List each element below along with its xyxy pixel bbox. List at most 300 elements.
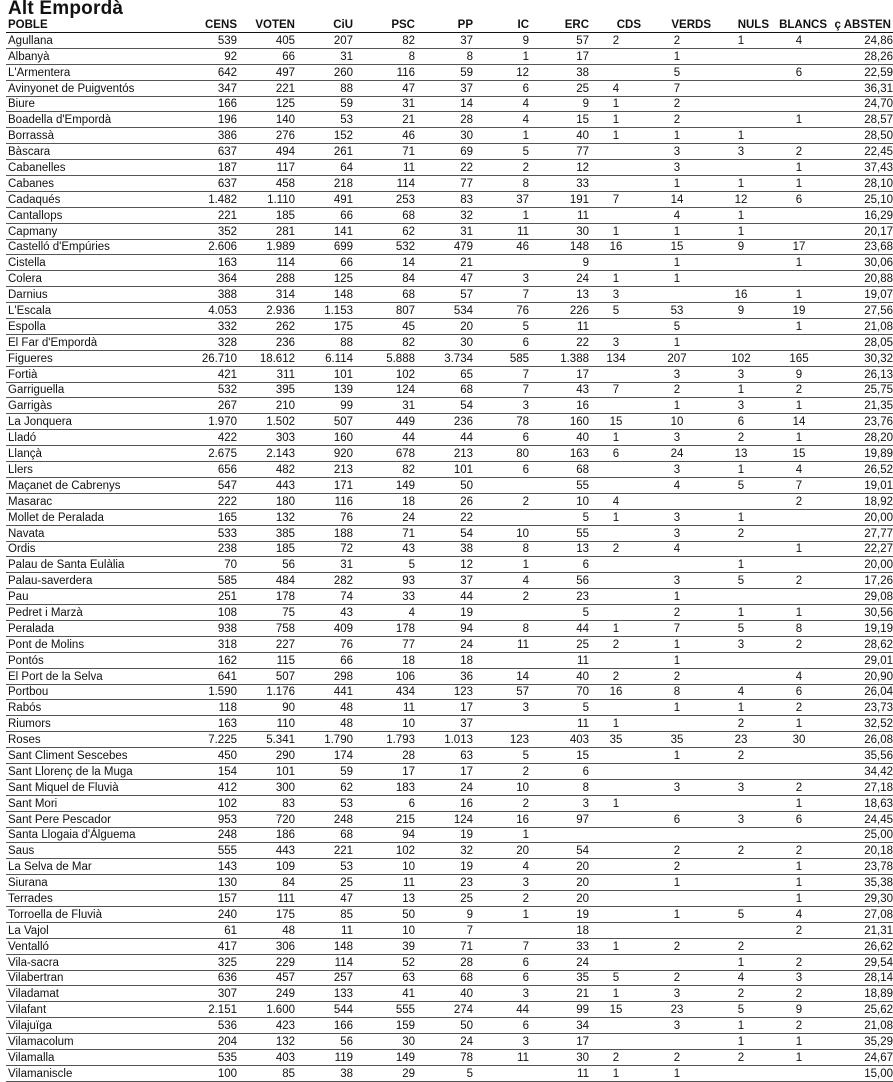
value-cell-erc: 5 [531, 605, 591, 621]
value-cell-blancs [771, 96, 829, 112]
value-cell-voten: 114 [239, 255, 297, 271]
value-cell-blancs: 1 [771, 1050, 829, 1066]
value-cell-psc: 14 [355, 255, 417, 271]
value-cell-blancs: 7 [771, 477, 829, 493]
value-cell-verds: 1 [643, 906, 713, 922]
value-cell-erc: 19 [531, 906, 591, 922]
value-cell-ic: 11 [475, 636, 531, 652]
value-cell-psc: 45 [355, 319, 417, 335]
value-cell-cds: 3 [591, 287, 643, 303]
value-cell-nuls [713, 334, 771, 350]
value-cell-erc: 40 [531, 668, 591, 684]
value-cell-pp: 16 [417, 795, 475, 811]
value-cell-abst: 19,19 [829, 620, 893, 636]
value-cell-ciu: 56 [297, 1034, 355, 1050]
value-cell-cens: 163 [181, 716, 239, 732]
value-cell-pp: 101 [417, 462, 475, 478]
value-cell-ciu: 59 [297, 763, 355, 779]
value-cell-blancs [771, 334, 829, 350]
value-cell-verds: 3 [643, 462, 713, 478]
value-cell-ic [475, 1065, 531, 1081]
value-cell-cds [591, 573, 643, 589]
value-cell-psc: 33 [355, 589, 417, 605]
table-row [6, 446, 893, 462]
town-name-cell: Siurana [6, 875, 181, 891]
value-cell-erc: 24 [531, 954, 591, 970]
value-cell-abst: 21,35 [829, 398, 893, 414]
value-cell-cens: 204 [181, 1034, 239, 1050]
value-cell-erc: 160 [531, 414, 591, 430]
value-cell-blancs: 1 [771, 112, 829, 128]
value-cell-cens: 240 [181, 906, 239, 922]
value-cell-pp: 5 [417, 1065, 475, 1081]
value-cell-blancs [771, 48, 829, 64]
value-cell-cens: 328 [181, 334, 239, 350]
table-row [6, 541, 893, 557]
value-cell-verds: 8 [643, 684, 713, 700]
value-cell-verds: 2 [643, 843, 713, 859]
table-row [6, 954, 893, 970]
value-cell-abst: 23,76 [829, 414, 893, 430]
value-cell-ciu: 699 [297, 239, 355, 255]
value-cell-ciu: 409 [297, 620, 355, 636]
value-cell-blancs: 1 [771, 541, 829, 557]
value-cell-abst: 19,01 [829, 477, 893, 493]
value-cell-cens: 143 [181, 859, 239, 875]
value-cell-cds: 1 [591, 128, 643, 144]
value-cell-nuls [713, 80, 771, 96]
value-cell-erc [531, 827, 591, 843]
town-name-cell: Saus [6, 843, 181, 859]
value-cell-nuls: 2 [713, 748, 771, 764]
value-cell-voten: 288 [239, 271, 297, 287]
value-cell-nuls: 3 [713, 636, 771, 652]
value-cell-pp: 19 [417, 859, 475, 875]
value-cell-cens: 412 [181, 779, 239, 795]
value-cell-ic: 2 [475, 493, 531, 509]
value-cell-cds: 2 [591, 636, 643, 652]
value-cell-ic: 1 [475, 827, 531, 843]
value-cell-ciu: 53 [297, 112, 355, 128]
value-cell-verds: 10 [643, 414, 713, 430]
value-cell-psc: 215 [355, 811, 417, 827]
value-cell-nuls: 6 [713, 414, 771, 430]
town-name-cell: Garrigàs [6, 398, 181, 414]
value-cell-verds [643, 1034, 713, 1050]
value-cell-cens: 2.606 [181, 239, 239, 255]
value-cell-ciu: 25 [297, 875, 355, 891]
value-cell-verds [643, 954, 713, 970]
value-cell-psc: 71 [355, 525, 417, 541]
value-cell-erc: 1.388 [531, 350, 591, 366]
value-cell-blancs: 6 [771, 64, 829, 80]
value-cell-verds: 1 [643, 748, 713, 764]
value-cell-nuls [713, 96, 771, 112]
value-cell-cds: 2 [591, 33, 643, 49]
value-cell-ic: 6 [475, 430, 531, 446]
value-cell-psc: 11 [355, 700, 417, 716]
value-cell-erc: 403 [531, 732, 591, 748]
value-cell-psc: 183 [355, 779, 417, 795]
value-cell-erc: 21 [531, 986, 591, 1002]
value-cell-verds: 1 [643, 589, 713, 605]
value-cell-verds [643, 922, 713, 938]
value-cell-pp: 68 [417, 382, 475, 398]
value-cell-erc: 17 [531, 366, 591, 382]
value-cell-ic: 1 [475, 128, 531, 144]
value-cell-cds [591, 779, 643, 795]
value-cell-psc: 13 [355, 891, 417, 907]
table-body [6, 33, 893, 1082]
value-cell-blancs: 1 [771, 430, 829, 446]
value-cell-psc: 253 [355, 191, 417, 207]
value-cell-erc: 40 [531, 430, 591, 446]
value-cell-nuls: 1 [713, 1018, 771, 1034]
value-cell-ic: 6 [475, 334, 531, 350]
value-cell-psc: 31 [355, 398, 417, 414]
value-cell-voten: 300 [239, 779, 297, 795]
value-cell-pp: 3.734 [417, 350, 475, 366]
value-cell-verds: 3 [643, 366, 713, 382]
value-cell-cds [591, 64, 643, 80]
value-cell-verds: 5 [643, 319, 713, 335]
town-name-cell: Darnius [6, 287, 181, 303]
value-cell-voten: 405 [239, 33, 297, 49]
value-cell-blancs [771, 207, 829, 223]
town-name-cell: Rabós [6, 700, 181, 716]
value-cell-psc: 449 [355, 414, 417, 430]
value-cell-verds: 35 [643, 732, 713, 748]
table-row [6, 334, 893, 350]
table-row [6, 732, 893, 748]
value-cell-erc: 191 [531, 191, 591, 207]
value-cell-pp: 18 [417, 652, 475, 668]
value-cell-pp: 32 [417, 207, 475, 223]
value-cell-nuls: 4 [713, 970, 771, 986]
value-cell-ic [475, 922, 531, 938]
value-cell-ic: 7 [475, 287, 531, 303]
value-cell-cds [591, 589, 643, 605]
table-row [6, 557, 893, 573]
value-cell-voten: 56 [239, 557, 297, 573]
column-header-voten: VOTEN [239, 18, 297, 33]
value-cell-nuls [713, 922, 771, 938]
value-cell-psc: 102 [355, 843, 417, 859]
value-cell-voten: 185 [239, 207, 297, 223]
value-cell-ic: 46 [475, 239, 531, 255]
table-row [6, 239, 893, 255]
value-cell-voten: 458 [239, 176, 297, 192]
value-cell-nuls: 5 [713, 573, 771, 589]
value-cell-cens: 102 [181, 795, 239, 811]
value-cell-cds [591, 48, 643, 64]
column-header-psc: PSC [355, 18, 417, 33]
value-cell-cens: 421 [181, 366, 239, 382]
value-cell-psc: 1.793 [355, 732, 417, 748]
value-cell-verds [643, 557, 713, 573]
value-cell-ciu: 188 [297, 525, 355, 541]
value-cell-abst: 22,27 [829, 541, 893, 557]
value-cell-pp: 36 [417, 668, 475, 684]
value-cell-blancs: 4 [771, 668, 829, 684]
value-cell-erc: 97 [531, 811, 591, 827]
value-cell-abst: 25,00 [829, 827, 893, 843]
table-row [6, 748, 893, 764]
value-cell-voten: 1.176 [239, 684, 297, 700]
value-cell-ic: 2 [475, 763, 531, 779]
value-cell-blancs [771, 271, 829, 287]
value-cell-erc: 56 [531, 573, 591, 589]
value-cell-abst: 32,52 [829, 716, 893, 732]
value-cell-ic: 78 [475, 414, 531, 430]
value-cell-cds: 7 [591, 191, 643, 207]
value-cell-nuls [713, 827, 771, 843]
value-cell-erc: 33 [531, 176, 591, 192]
value-cell-verds: 3 [643, 1018, 713, 1034]
value-cell-voten: 1.989 [239, 239, 297, 255]
value-cell-ic: 1 [475, 557, 531, 573]
value-cell-abst: 26,08 [829, 732, 893, 748]
value-cell-voten: 210 [239, 398, 297, 414]
value-cell-pp: 534 [417, 303, 475, 319]
value-cell-ciu: 298 [297, 668, 355, 684]
value-cell-cens: 92 [181, 48, 239, 64]
value-cell-erc: 13 [531, 541, 591, 557]
value-cell-ic [475, 477, 531, 493]
value-cell-abst: 28,20 [829, 430, 893, 446]
value-cell-blancs: 1 [771, 875, 829, 891]
value-cell-ic: 1 [475, 906, 531, 922]
value-cell-verds: 3 [643, 509, 713, 525]
value-cell-verds: 1 [643, 652, 713, 668]
value-cell-pp: 25 [417, 891, 475, 907]
value-cell-ic: 44 [475, 1002, 531, 1018]
town-name-cell: Lladó [6, 430, 181, 446]
value-cell-verds: 2 [643, 33, 713, 49]
table-row [6, 843, 893, 859]
table-row [6, 525, 893, 541]
value-cell-voten: 385 [239, 525, 297, 541]
value-cell-abst: 20,17 [829, 223, 893, 239]
value-cell-psc: 10 [355, 859, 417, 875]
value-cell-abst: 27,56 [829, 303, 893, 319]
value-cell-pp: 124 [417, 811, 475, 827]
value-cell-cens: 154 [181, 763, 239, 779]
value-cell-psc: 4 [355, 605, 417, 621]
value-cell-blancs: 15 [771, 446, 829, 462]
value-cell-cens: 1.482 [181, 191, 239, 207]
value-cell-blancs: 2 [771, 636, 829, 652]
value-cell-psc: 63 [355, 970, 417, 986]
value-cell-nuls [713, 795, 771, 811]
value-cell-ic: 2 [475, 589, 531, 605]
value-cell-verds: 1 [643, 223, 713, 239]
value-cell-voten: 303 [239, 430, 297, 446]
value-cell-cens: 163 [181, 255, 239, 271]
value-cell-cds: 16 [591, 239, 643, 255]
value-cell-cds: 3 [591, 334, 643, 350]
town-name-cell: Sant Miquel de Fluvià [6, 779, 181, 795]
value-cell-cds [591, 160, 643, 176]
value-cell-nuls: 16 [713, 287, 771, 303]
value-cell-blancs: 1 [771, 255, 829, 271]
column-header-abst: ç ABSTEN [829, 18, 893, 33]
value-cell-nuls [713, 1065, 771, 1081]
value-cell-nuls: 1 [713, 33, 771, 49]
value-cell-nuls: 102 [713, 350, 771, 366]
town-name-cell: Roses [6, 732, 181, 748]
value-cell-nuls: 2 [713, 1050, 771, 1066]
value-cell-pp: 22 [417, 509, 475, 525]
value-cell-verds [643, 891, 713, 907]
value-cell-cds: 1 [591, 620, 643, 636]
value-cell-erc: 9 [531, 255, 591, 271]
value-cell-blancs: 1 [771, 795, 829, 811]
value-cell-cds: 1 [591, 223, 643, 239]
value-cell-cens: 332 [181, 319, 239, 335]
value-cell-ciu: 171 [297, 477, 355, 493]
value-cell-blancs: 1 [771, 176, 829, 192]
value-cell-nuls: 2 [713, 525, 771, 541]
value-cell-cens: 938 [181, 620, 239, 636]
town-name-cell: Pedret i Marzà [6, 605, 181, 621]
column-header-nuls: NULS [713, 18, 771, 33]
value-cell-psc: 5.888 [355, 350, 417, 366]
value-cell-voten: 306 [239, 938, 297, 954]
value-cell-pp: 19 [417, 605, 475, 621]
table-header-row [6, 18, 893, 33]
value-cell-abst: 34,42 [829, 763, 893, 779]
value-cell-voten: 180 [239, 493, 297, 509]
value-cell-pp: 30 [417, 334, 475, 350]
value-cell-erc: 12 [531, 160, 591, 176]
value-cell-cds [591, 748, 643, 764]
value-cell-verds: 7 [643, 80, 713, 96]
value-cell-psc: 434 [355, 684, 417, 700]
value-cell-erc: 10 [531, 493, 591, 509]
value-cell-cens: 636 [181, 970, 239, 986]
value-cell-ciu: 221 [297, 843, 355, 859]
town-name-cell: Vilamalla [6, 1050, 181, 1066]
value-cell-ic: 9 [475, 33, 531, 49]
value-cell-cens: 267 [181, 398, 239, 414]
value-cell-blancs [771, 763, 829, 779]
value-cell-ciu: 88 [297, 334, 355, 350]
value-cell-ic: 57 [475, 684, 531, 700]
value-cell-verds [643, 827, 713, 843]
value-cell-verds: 2 [643, 605, 713, 621]
value-cell-psc: 41 [355, 986, 417, 1002]
value-cell-psc: 77 [355, 636, 417, 652]
value-cell-abst: 20,18 [829, 843, 893, 859]
value-cell-abst: 20,00 [829, 509, 893, 525]
value-cell-ciu: 1.153 [297, 303, 355, 319]
value-cell-erc: 40 [531, 128, 591, 144]
value-cell-abst: 18,92 [829, 493, 893, 509]
value-cell-cds [591, 875, 643, 891]
value-cell-pp: 236 [417, 414, 475, 430]
value-cell-verds: 7 [643, 620, 713, 636]
town-name-cell: Cabanelles [6, 160, 181, 176]
value-cell-erc: 6 [531, 763, 591, 779]
value-cell-ciu: 64 [297, 160, 355, 176]
table-row [6, 414, 893, 430]
value-cell-erc: 68 [531, 462, 591, 478]
value-cell-erc: 99 [531, 1002, 591, 1018]
value-cell-nuls [713, 859, 771, 875]
value-cell-pp: 21 [417, 255, 475, 271]
table-row [6, 891, 893, 907]
value-cell-pp: 44 [417, 589, 475, 605]
value-cell-erc: 20 [531, 859, 591, 875]
value-cell-psc: 44 [355, 430, 417, 446]
value-cell-blancs [771, 1065, 829, 1081]
value-cell-voten: 75 [239, 605, 297, 621]
value-cell-cds [591, 366, 643, 382]
value-cell-ic: 1 [475, 48, 531, 64]
value-cell-ciu: 175 [297, 319, 355, 335]
value-cell-voten: 178 [239, 589, 297, 605]
town-name-cell: Cabanes [6, 176, 181, 192]
value-cell-pp: 54 [417, 398, 475, 414]
value-cell-nuls: 2 [713, 430, 771, 446]
value-cell-abst: 15,00 [829, 1065, 893, 1081]
table-row [6, 859, 893, 875]
value-cell-cds [591, 605, 643, 621]
value-cell-ciu: 59 [297, 96, 355, 112]
value-cell-psc: 6 [355, 795, 417, 811]
value-cell-ic [475, 716, 531, 732]
value-cell-blancs [771, 525, 829, 541]
value-cell-blancs: 1 [771, 605, 829, 621]
value-cell-erc: 16 [531, 398, 591, 414]
value-cell-cds [591, 906, 643, 922]
value-cell-psc: 149 [355, 477, 417, 493]
value-cell-nuls: 2 [713, 716, 771, 732]
value-cell-nuls: 2 [713, 938, 771, 954]
value-cell-verds: 1 [643, 334, 713, 350]
value-cell-ciu: 66 [297, 207, 355, 223]
value-cell-verds: 1 [643, 128, 713, 144]
value-cell-ic: 3 [475, 875, 531, 891]
value-cell-cens: 585 [181, 573, 239, 589]
table-row [6, 906, 893, 922]
value-cell-verds: 4 [643, 207, 713, 223]
value-cell-nuls: 9 [713, 239, 771, 255]
value-cell-abst: 24,86 [829, 33, 893, 49]
value-cell-cds [591, 207, 643, 223]
value-cell-abst: 21,08 [829, 319, 893, 335]
table-row [6, 223, 893, 239]
value-cell-cens: 1.590 [181, 684, 239, 700]
value-cell-cens: 535 [181, 1050, 239, 1066]
value-cell-voten: 249 [239, 986, 297, 1002]
value-cell-psc: 17 [355, 763, 417, 779]
value-cell-pp: 28 [417, 954, 475, 970]
value-cell-ciu: 260 [297, 64, 355, 80]
value-cell-pp: 40 [417, 986, 475, 1002]
value-cell-cds [591, 859, 643, 875]
value-cell-cens: 318 [181, 636, 239, 652]
town-name-cell: Espolla [6, 319, 181, 335]
value-cell-pp: 26 [417, 493, 475, 509]
value-cell-cens: 108 [181, 605, 239, 621]
value-cell-cds [591, 891, 643, 907]
value-cell-ic: 5 [475, 144, 531, 160]
town-name-cell: Sant Pere Pescador [6, 811, 181, 827]
value-cell-abst: 26,62 [829, 938, 893, 954]
value-cell-nuls: 1 [713, 700, 771, 716]
